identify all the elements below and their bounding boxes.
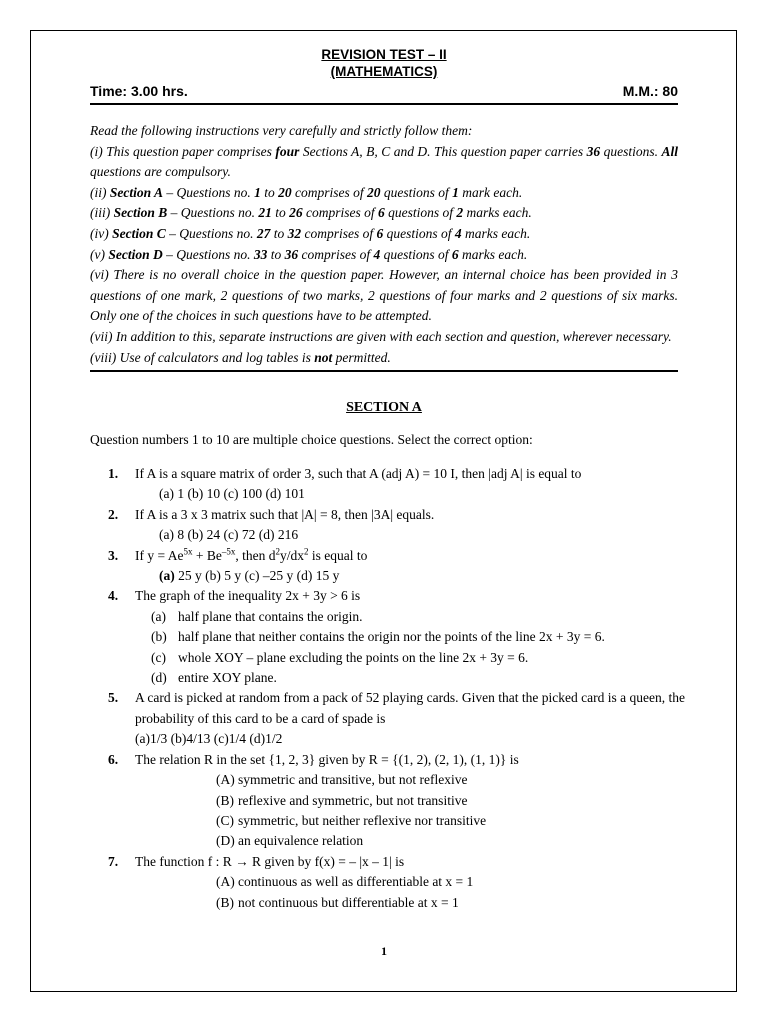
instruction-v: (v) Section D – Questions no. 33 to 36 comprises of 4 questions of 6 marks each. xyxy=(90,246,528,262)
question-number: 5. xyxy=(108,690,119,706)
option-c: (c) whole XOY – plane excluding the points on the line 2x + 3y = 6. xyxy=(151,649,529,665)
header-row xyxy=(90,81,678,105)
question-text: A card is picked at random from a pack of 52 playing cards. Given that the picked card is a queen, the probability of this card to be a card of spade is xyxy=(135,690,685,726)
page-number: 1 xyxy=(381,944,387,958)
instruction-vi: (vi) There is no overall choice in the question paper. However, an internal choice has been provided in 3 questions of one mark, 2 questions of two marks, 2 questions of four marks and 2 questions of six marks. Only one of the choices in such questions have to be attempted. xyxy=(90,267,678,324)
instruction-iv: (iv) Section C – Questions no. 27 to 32 comprises of 6 questions of 4 marks each. xyxy=(90,225,531,241)
instruction-i: (i) This question paper comprises four Sections A, B, C and D. This question paper carries 36 questions. All questions are compulsory. xyxy=(90,143,678,180)
option-a: (A) continuous as well as differentiable at x = 1 xyxy=(216,874,474,890)
option-a: (A) symmetric and transitive, but not reflexive xyxy=(216,772,468,788)
question-number: 7. xyxy=(108,853,119,869)
question-text: The relation R in the set {1, 2, 3} given by R = {(1, 2), (2, 1), (1, 1)} is xyxy=(135,751,519,767)
instructions-block xyxy=(90,121,678,372)
option-b: (b) half plane that neither contains the origin nor the points of the line 2x + 3y = 6. xyxy=(151,629,605,645)
max-marks-label: M.M.: 80 xyxy=(622,83,678,99)
option-a: (a) half plane that contains the origin. xyxy=(151,608,363,624)
question-number: 1. xyxy=(108,466,119,481)
question-list xyxy=(108,464,688,913)
test-subject: (MATHEMATICS) xyxy=(330,64,438,79)
question-options: (a) 1 (b) 10 (c) 100 (d) 101 xyxy=(159,486,305,502)
option-c: (C) symmetric, but neither reflexive nor transitive xyxy=(216,812,487,828)
question-text: If $y = Ae^{5x} + Be^{-5x}$, then $d^2y/dx^2$ is equal to xyxy=(135,546,368,563)
question-options: (a) 25 y (b) 5 y (c) –25 y (d) 15 y xyxy=(159,568,340,584)
test-title: REVISION TEST – II xyxy=(321,47,447,62)
option-b: (B) not continuous but differentiable at x = 1 xyxy=(216,894,459,910)
question-1 xyxy=(108,464,688,505)
question-number: 2. xyxy=(108,506,119,522)
time-label: Time: 3.00 hrs. xyxy=(90,83,188,99)
question-options: (a) 8 (b) 24 (c) 72 (d) 216 xyxy=(159,527,299,543)
question-text: The graph of the inequality 2x + 3y > 6 is xyxy=(135,588,361,604)
question-number: 6. xyxy=(108,751,119,767)
question-6 xyxy=(108,750,688,852)
question-3 xyxy=(108,546,688,587)
section-intro: Question numbers 1 to 10 are multiple choice questions. Select the correct option: xyxy=(90,432,533,447)
instructions-intro: Read the following instructions very carefully and strictly follow them: xyxy=(90,123,473,138)
instruction-viii: (viii) Use of calculators and log tables is not permitted. xyxy=(90,349,391,365)
question-number: 3. xyxy=(108,547,119,563)
question-text: If A is a square matrix of order 3, such that A (adj A) = 10 I, then |adj A| is equal to xyxy=(135,466,582,481)
instruction-vii: (vii) In addition to this, separate instructions are given with each section and question, wherever necessary. xyxy=(90,328,672,344)
question-2 xyxy=(108,505,688,546)
instruction-iii: (iii) Section B – Questions no. 21 to 26 comprises of 6 questions of 2 marks each. xyxy=(90,205,532,221)
question-7 xyxy=(108,852,688,913)
option-b: (B) reflexive and symmetric, but not transitive xyxy=(216,792,468,808)
question-options: (a)1/3 (b)4/13 (c)1/4 (d)1/2 xyxy=(135,731,283,747)
section-title: SECTION A xyxy=(346,400,422,415)
instruction-ii: (ii) Section A – Questions no. 1 to 20 comprises of 20 questions of 1 mark each. xyxy=(90,184,523,200)
question-number: 4. xyxy=(108,588,119,604)
question-4 xyxy=(108,586,688,688)
option-d: (d) entire XOY plane. xyxy=(151,670,277,686)
question-5 xyxy=(108,688,688,749)
question-text: The function f : R → R given by f(x) = – |x – 1| is xyxy=(135,853,405,869)
option-d: (D) an equivalence relation xyxy=(216,833,364,849)
question-text: If A is a 3 x 3 matrix such that |A| = 8, then |3A| equals. xyxy=(135,506,435,522)
